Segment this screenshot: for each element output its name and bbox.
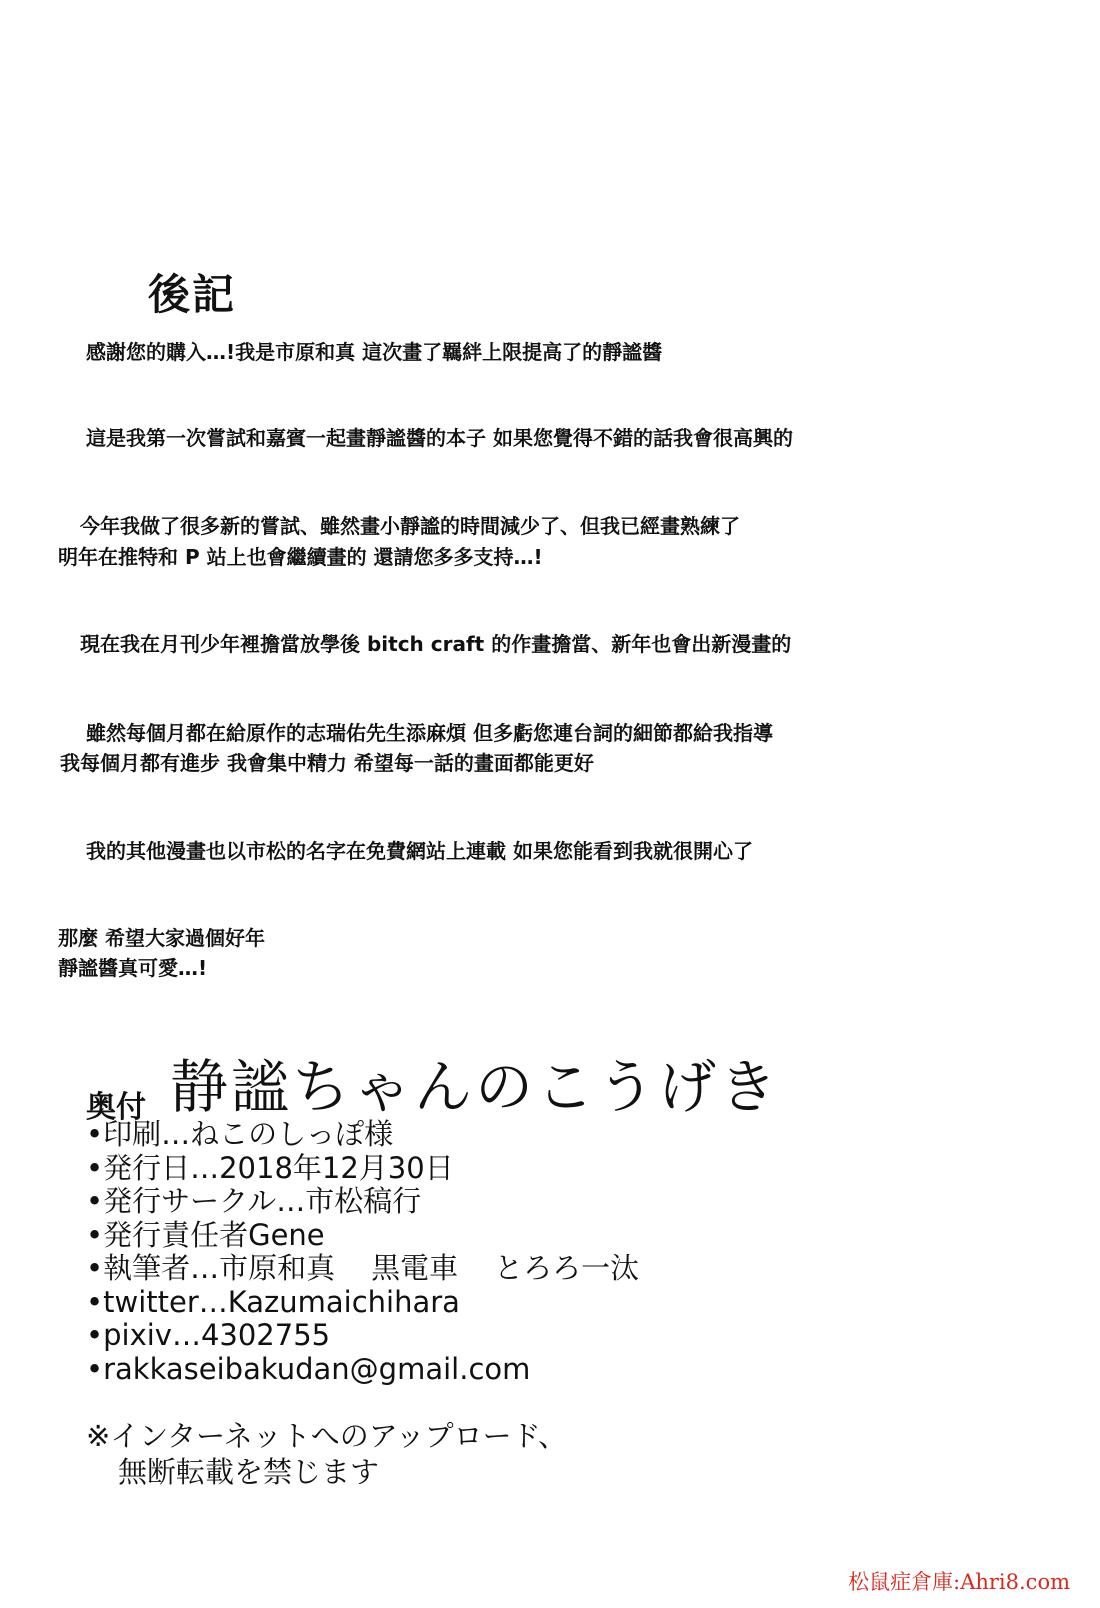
notice-line-2: 無断転載を禁じます bbox=[118, 1455, 380, 1489]
colophon-circle: •発行サークル…市松稿行 bbox=[86, 1184, 422, 1218]
afterword-line: 雖然每個月都在給原作的志瑞佑先生添麻煩 但多虧您連台詞的細節都給我指導 bbox=[86, 721, 773, 745]
colophon-date: •発行日…2018年12月30日 bbox=[86, 1150, 454, 1185]
colophon-author-3: とろろ一汰 bbox=[494, 1251, 640, 1285]
afterword-line: 今年我做了很多新的嘗試、雖然畫小靜謐的時間減少了、但我已經畫熟練了 bbox=[80, 514, 740, 538]
afterword-title: 後記 bbox=[148, 270, 237, 319]
colophon-label: 奥付 bbox=[86, 1090, 146, 1125]
afterword-line: 靜謐醬真可愛…! bbox=[58, 956, 208, 980]
afterword-line: 現在我在月刊少年裡擔當放學後 bitch craft 的作畫擔當、新年也會出新漫畫的 bbox=[80, 632, 792, 656]
colophon-author-1: •執筆者…市原和真 bbox=[86, 1251, 336, 1285]
colophon-twitter: •twitter…Kazumaichihara bbox=[86, 1284, 460, 1319]
colophon-email: •rakkaseibakudan@gmail.com bbox=[86, 1351, 531, 1386]
afterword-line: 我的其他漫畫也以市松的名字在免費網站上連載 如果您能看到我就很開心了 bbox=[86, 839, 753, 863]
afterword-line: 那麼 希望大家過個好年 bbox=[58, 926, 265, 950]
afterword-line: 我每個月都有進步 我會集中精力 希望每一話的畫面都能更好 bbox=[60, 751, 594, 775]
colophon-authors bbox=[86, 1252, 639, 1286]
upload-notice bbox=[86, 1418, 567, 1490]
colophon-author-2: 黒電車 bbox=[371, 1251, 459, 1285]
colophon-pixiv: •pixiv…4302755 bbox=[86, 1318, 331, 1352]
colophon-print: •印刷…ねこのしっぽ様 bbox=[86, 1117, 394, 1151]
site-watermark: 松鼠症倉庫:Ahri8.com bbox=[848, 1570, 1070, 1594]
colophon-list bbox=[86, 1118, 639, 1386]
colophon-responsible: •発行責任者Gene bbox=[86, 1217, 325, 1252]
afterword-line: 感謝您的購入…!我是市原和真 這次畫了羈絆上限提高了的靜謐醬 bbox=[86, 340, 663, 364]
afterword-line: 明年在推特和 P 站上也會繼續畫的 還請您多多支持…! bbox=[58, 545, 543, 569]
notice-line-1: ※インターネットへのアップロード、 bbox=[86, 1419, 568, 1453]
afterword-line: 這是我第一次嘗試和嘉賓一起畫靜謐醬的本子 如果您覺得不錯的話我會很高興的 bbox=[86, 426, 793, 450]
colophon-book-title: 静謐ちゃんのこうげき bbox=[170, 1053, 781, 1121]
